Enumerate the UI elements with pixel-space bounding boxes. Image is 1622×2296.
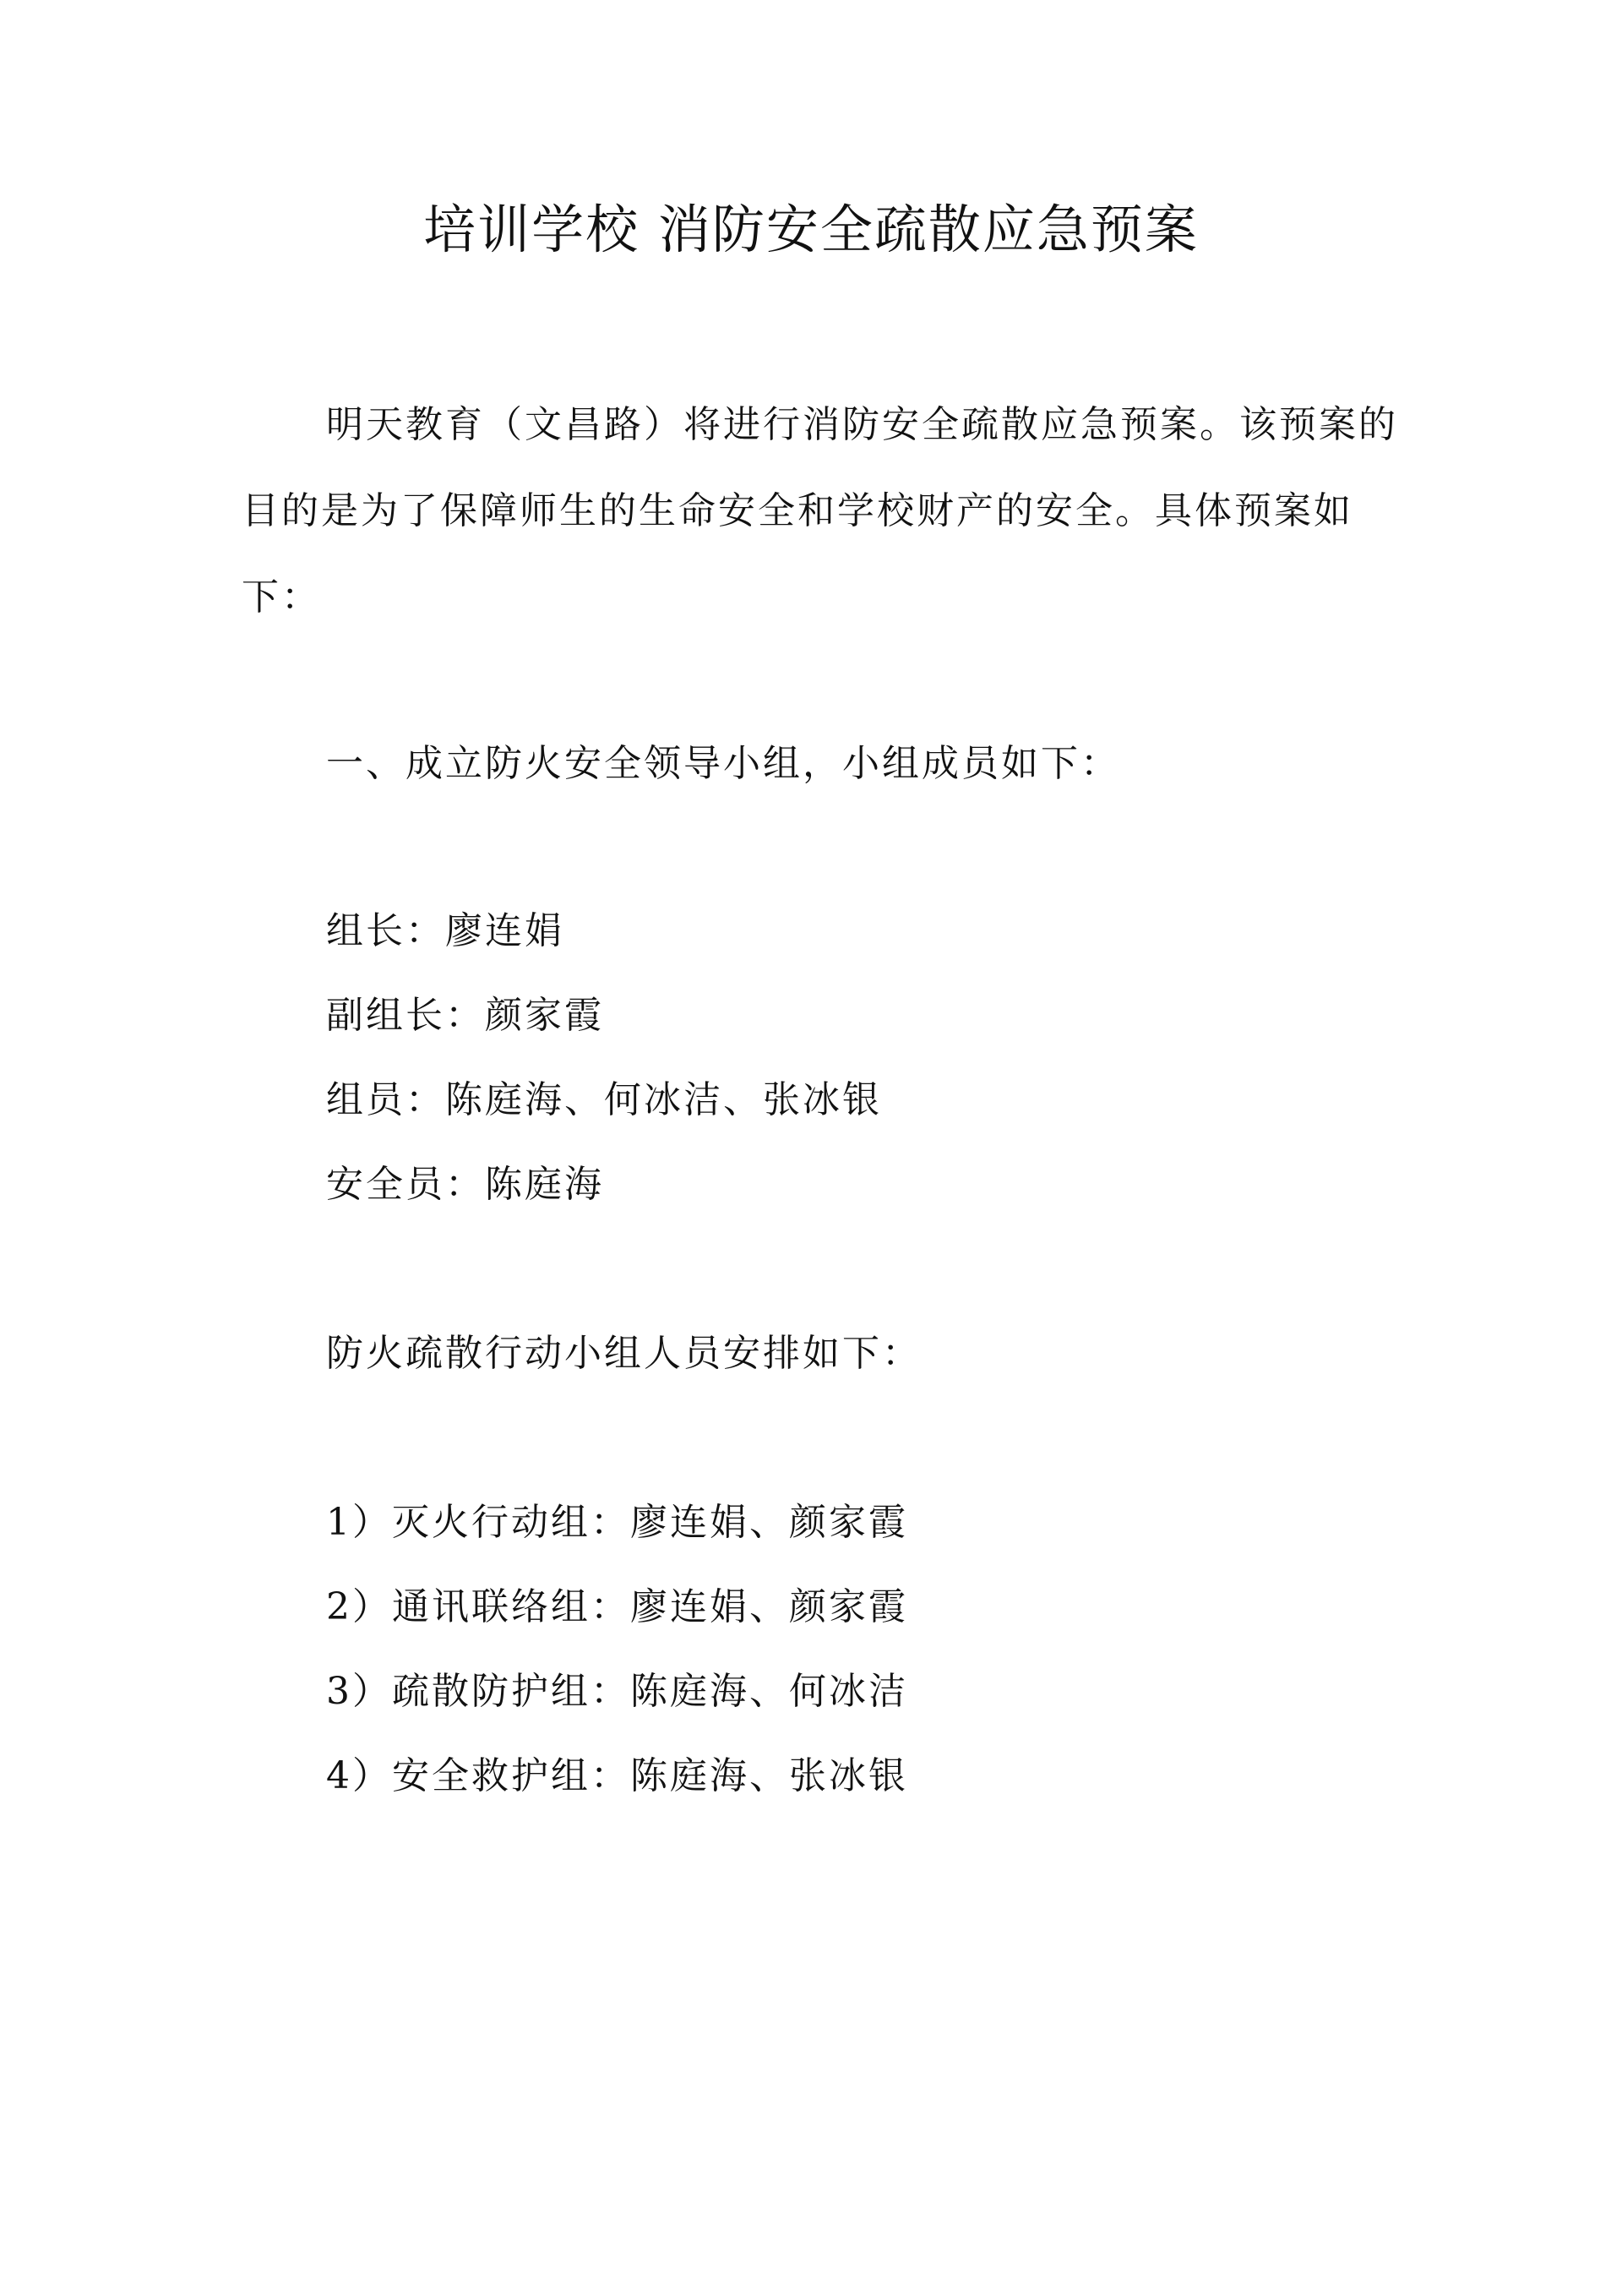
document-title: 培训学校 消防安全疏散应急预案 (423, 199, 1199, 260)
intro-paragraph: 明天教育（文昌路）将进行消防安全疏散应急预案。该预案的目的是为了保障师生的生命安全和学校财产的安全。具体预案如下： (242, 403, 1398, 619)
members-line: 组员：陈庭海、何冰洁、张冰银 (326, 1078, 882, 1121)
deputy-leader-line: 副组长：颜家霞 (326, 994, 604, 1037)
group-item: 4）安全救护组：陈庭海、张冰银 (326, 1754, 908, 1797)
group-item: 1）灭火行动组：廖连娟、颜家霞 (326, 1501, 908, 1544)
safety-officer-line: 安全员：陈庭海 (326, 1163, 604, 1206)
group-item: 2）通讯联络组：廖连娟、颜家霞 (326, 1585, 908, 1628)
leader-line: 组长：廖连娟 (326, 909, 564, 952)
section-heading-leadership: 一、成立防火安全领导小组，小组成员如下： (326, 742, 1120, 785)
section-heading-evacuation: 防火疏散行动小组人员安排如下： (326, 1332, 922, 1375)
group-item: 3）疏散防护组：陈庭海、何冰洁 (326, 1670, 908, 1713)
